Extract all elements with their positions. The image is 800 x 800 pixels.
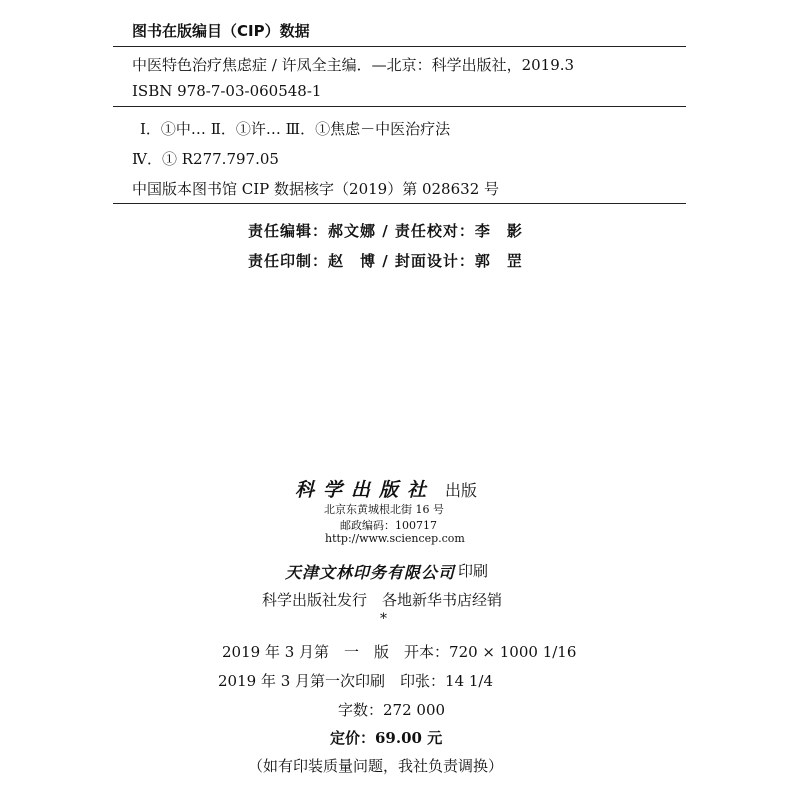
quality-note: （如有印装质量问题，我社负责调换） [248, 757, 504, 775]
cip-record-number: 中国版本图书馆 CIP 数据核字（2019）第 028632 号 [132, 180, 500, 198]
cip-isbn: ISBN 978-7-03-060548-1 [132, 82, 322, 100]
edition-info: 2019 年 3 月第 一 版 开本：720 × 1000 1/16 [222, 643, 577, 661]
staff-editors: 责任编辑：郝文娜 / 责任校对：李 影 [248, 222, 523, 240]
staff-production: 责任印制：赵 博 / 封面设计：郭 罡 [248, 252, 523, 270]
printer-suffix: 印刷 [458, 562, 489, 580]
publisher-address: 北京东黄城根北街 16 号 [324, 503, 444, 516]
cip-book-record: 中医特色治疗焦虑症 / 许凤全主编．—北京：科学出版社，2019.3 [132, 56, 575, 74]
publisher-name: 科学出版社 [295, 479, 436, 501]
printing-info: 2019 年 3 月第一次印刷 印张：14 1/4 [218, 672, 494, 690]
cip-classification: Ⅳ．① R277.797.05 [132, 150, 279, 168]
cip-title: 图书在版编目（CIP）数据 [132, 22, 310, 40]
price: 定价：69.00 元 [330, 729, 443, 747]
publisher-url: http://www.sciencep.com [325, 532, 465, 545]
separator-star: * [380, 611, 387, 627]
word-count: 字数：272 000 [338, 701, 446, 719]
divider [113, 203, 686, 204]
divider [113, 46, 686, 47]
printer-name: 天津文林印务有限公司 [285, 563, 456, 582]
publisher-suffix: 出版 [445, 481, 478, 500]
publisher-postcode: 邮政编码：100717 [340, 519, 437, 532]
distribution: 科学出版社发行 各地新华书店经销 [262, 591, 503, 609]
divider [113, 106, 686, 107]
cip-subjects: Ⅰ．①中… Ⅱ．①许… Ⅲ．①焦虑－中医治疗法 [140, 120, 451, 138]
